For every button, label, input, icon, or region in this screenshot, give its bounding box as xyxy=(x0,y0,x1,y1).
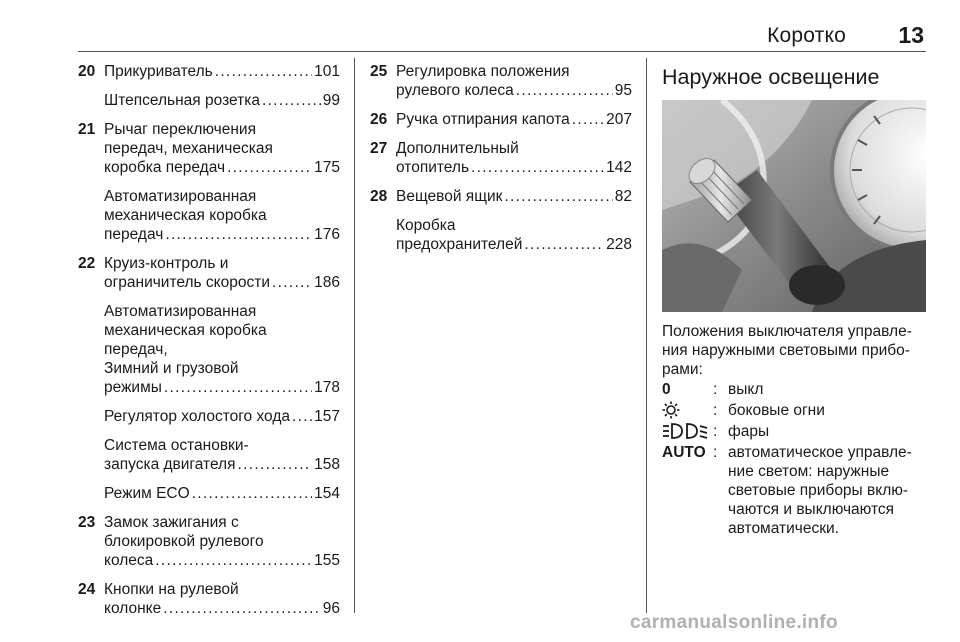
light-switch-photo xyxy=(662,100,926,312)
entry-line xyxy=(104,273,340,292)
entry-text: Система остановки- xyxy=(104,437,249,454)
entry-line xyxy=(104,302,340,321)
entry-text: Регулятор холостого хода xyxy=(104,408,290,425)
page-reference: 99 xyxy=(322,92,340,109)
page-reference: 157 xyxy=(314,408,340,425)
entry-text: Ручка отпирания капота xyxy=(396,111,570,128)
dot-leader xyxy=(272,273,312,292)
switch-positions-legend xyxy=(662,380,926,540)
entry-text: Дополнительный xyxy=(396,140,519,157)
entry-text: Коробка xyxy=(396,217,456,234)
column-divider xyxy=(354,58,355,613)
page-reference: 207 xyxy=(606,111,632,128)
headlights-icon xyxy=(662,422,710,442)
item-number: 23 xyxy=(78,514,96,531)
index-entry xyxy=(78,580,340,618)
index-column-1 xyxy=(78,62,340,628)
index-entry xyxy=(370,216,632,254)
entry-text: Автоматизированная xyxy=(104,303,257,320)
page-reference: 95 xyxy=(614,82,632,99)
index-entry xyxy=(78,436,340,474)
section-title: Коротко xyxy=(767,24,846,47)
entry-line xyxy=(104,254,340,273)
legend-row xyxy=(662,401,926,420)
entry-line xyxy=(104,551,340,570)
entry-text: Регулировка положения xyxy=(396,63,570,80)
entry-text: рулевого колеса xyxy=(396,82,514,99)
entry-text: колеса xyxy=(104,552,154,569)
switch-caption: Положения выключателя управле-ния наружными световыми прибо-рами: xyxy=(662,323,912,378)
entry-line xyxy=(396,187,632,206)
exterior-lighting-section xyxy=(662,62,926,94)
entry-line xyxy=(396,158,632,177)
dot-leader xyxy=(516,81,613,100)
entry-line xyxy=(104,436,340,455)
dot-leader xyxy=(238,455,313,474)
index-entry xyxy=(78,254,340,292)
off-symbol: 0 xyxy=(662,381,671,398)
legend-separator: : xyxy=(713,381,718,398)
entry-line xyxy=(104,206,340,225)
page-number: 13 xyxy=(898,22,924,48)
entry-text: Режим ECO xyxy=(104,485,190,502)
index-entry xyxy=(78,484,340,503)
entry-text: отопитель xyxy=(396,159,470,176)
page-reference: 158 xyxy=(314,456,340,473)
entry-line xyxy=(104,158,340,177)
page-reference: 186 xyxy=(314,274,340,291)
legend-row xyxy=(662,422,926,441)
entry-text: блокировкой рулевого xyxy=(104,533,264,550)
entry-line xyxy=(104,340,340,359)
page-reference: 155 xyxy=(314,552,340,569)
entry-line xyxy=(396,62,632,81)
dot-leader xyxy=(572,110,604,129)
column-divider xyxy=(646,58,647,613)
entry-text: Штепсельная розетка xyxy=(104,92,260,109)
entry-line xyxy=(104,321,340,340)
entry-line xyxy=(396,81,632,100)
auto-symbol: AUTO xyxy=(662,444,706,461)
legend-separator: : xyxy=(713,444,718,461)
dot-leader xyxy=(524,235,604,254)
entry-line xyxy=(104,187,340,206)
item-number: 20 xyxy=(78,63,96,80)
page-reference: 176 xyxy=(314,226,340,243)
legend-separator: : xyxy=(713,423,718,440)
item-number: 27 xyxy=(370,140,388,157)
page-reference: 154 xyxy=(314,485,340,502)
entry-line xyxy=(104,484,340,503)
sidelights-icon xyxy=(662,401,710,421)
entry-text: режимы xyxy=(104,379,162,396)
dot-leader xyxy=(192,484,312,503)
entry-text: механическая коробка xyxy=(104,207,267,224)
dot-leader xyxy=(471,158,604,177)
entry-line xyxy=(104,91,340,110)
legend-description: автоматическое управле-ние светом: наружные световые приборы вклю-чаются и выключаются автоматически. xyxy=(728,444,912,537)
entry-text: Вещевой ящик xyxy=(396,188,503,205)
index-entry xyxy=(78,187,340,244)
entry-line xyxy=(104,532,340,551)
index-entry xyxy=(78,120,340,177)
page-header xyxy=(78,0,926,52)
legend-description: фары xyxy=(728,423,770,440)
dot-leader xyxy=(155,551,312,570)
page-reference: 228 xyxy=(606,236,632,253)
entry-text: Автоматизированная xyxy=(104,188,257,205)
entry-text: колонке xyxy=(104,600,162,617)
page-reference: 96 xyxy=(322,600,340,617)
entry-text: Кнопки на рулевой xyxy=(104,581,239,598)
dot-leader xyxy=(164,378,312,397)
entry-line xyxy=(104,599,340,618)
item-number: 28 xyxy=(370,188,388,205)
dot-leader xyxy=(262,91,321,110)
entry-line xyxy=(396,216,632,235)
dot-leader xyxy=(165,225,312,244)
index-column-2 xyxy=(370,62,632,264)
page-reference: 175 xyxy=(314,159,340,176)
entry-text: запуска двигателя xyxy=(104,456,236,473)
entry-line xyxy=(104,225,340,244)
entry-text: Рычаг переключения xyxy=(104,121,256,138)
legend-separator: : xyxy=(713,402,718,419)
entry-line xyxy=(396,110,632,129)
item-number: 24 xyxy=(78,581,96,598)
entry-text: передач, xyxy=(104,341,168,358)
item-number: 25 xyxy=(370,63,388,80)
entry-line xyxy=(396,235,632,254)
index-entry xyxy=(78,91,340,110)
entry-text: Круиз-контроль и xyxy=(104,255,229,272)
dot-leader xyxy=(504,187,612,206)
entry-line xyxy=(104,407,340,426)
entry-line xyxy=(104,378,340,397)
entry-text: коробка передач xyxy=(104,159,226,176)
entry-line xyxy=(104,513,340,532)
page-reference: 178 xyxy=(314,379,340,396)
legend-description: выкл xyxy=(728,381,764,398)
legend-description: боковые огни xyxy=(728,402,825,419)
index-entry xyxy=(370,110,632,129)
dot-leader xyxy=(227,158,312,177)
entry-line xyxy=(104,120,340,139)
dot-leader xyxy=(215,62,312,81)
entry-line xyxy=(104,455,340,474)
index-entry xyxy=(78,513,340,570)
entry-text: механическая коробка xyxy=(104,322,267,339)
index-entry xyxy=(78,302,340,397)
index-entry xyxy=(78,62,340,81)
entry-line xyxy=(104,139,340,158)
entry-text: Зимний и грузовой xyxy=(104,360,239,377)
page-reference: 101 xyxy=(314,63,340,80)
index-entry xyxy=(370,62,632,100)
page-reference: 82 xyxy=(614,188,632,205)
legend-row xyxy=(662,380,926,399)
index-entry xyxy=(370,139,632,177)
index-entry xyxy=(78,407,340,426)
dot-leader xyxy=(163,599,321,618)
item-number: 26 xyxy=(370,111,388,128)
entry-text: Замок зажигания с xyxy=(104,514,239,531)
entry-text: ограничитель скорости xyxy=(104,274,270,291)
watermark: carmanualsonline.info xyxy=(630,612,838,633)
entry-line xyxy=(396,139,632,158)
item-number: 21 xyxy=(78,121,96,138)
entry-text: передач, механическая xyxy=(104,140,273,157)
section-heading: Наружное освещение xyxy=(662,65,880,89)
entry-line xyxy=(104,62,340,81)
entry-line xyxy=(104,580,340,599)
dot-leader xyxy=(292,407,312,426)
item-number: 22 xyxy=(78,255,96,272)
entry-text: предохранителей xyxy=(396,236,523,253)
legend-row xyxy=(662,443,926,538)
index-entry xyxy=(370,187,632,206)
entry-line xyxy=(104,359,340,378)
entry-text: Прикуриватель xyxy=(104,63,213,80)
page-reference: 142 xyxy=(606,159,632,176)
entry-text: передач xyxy=(104,226,164,243)
